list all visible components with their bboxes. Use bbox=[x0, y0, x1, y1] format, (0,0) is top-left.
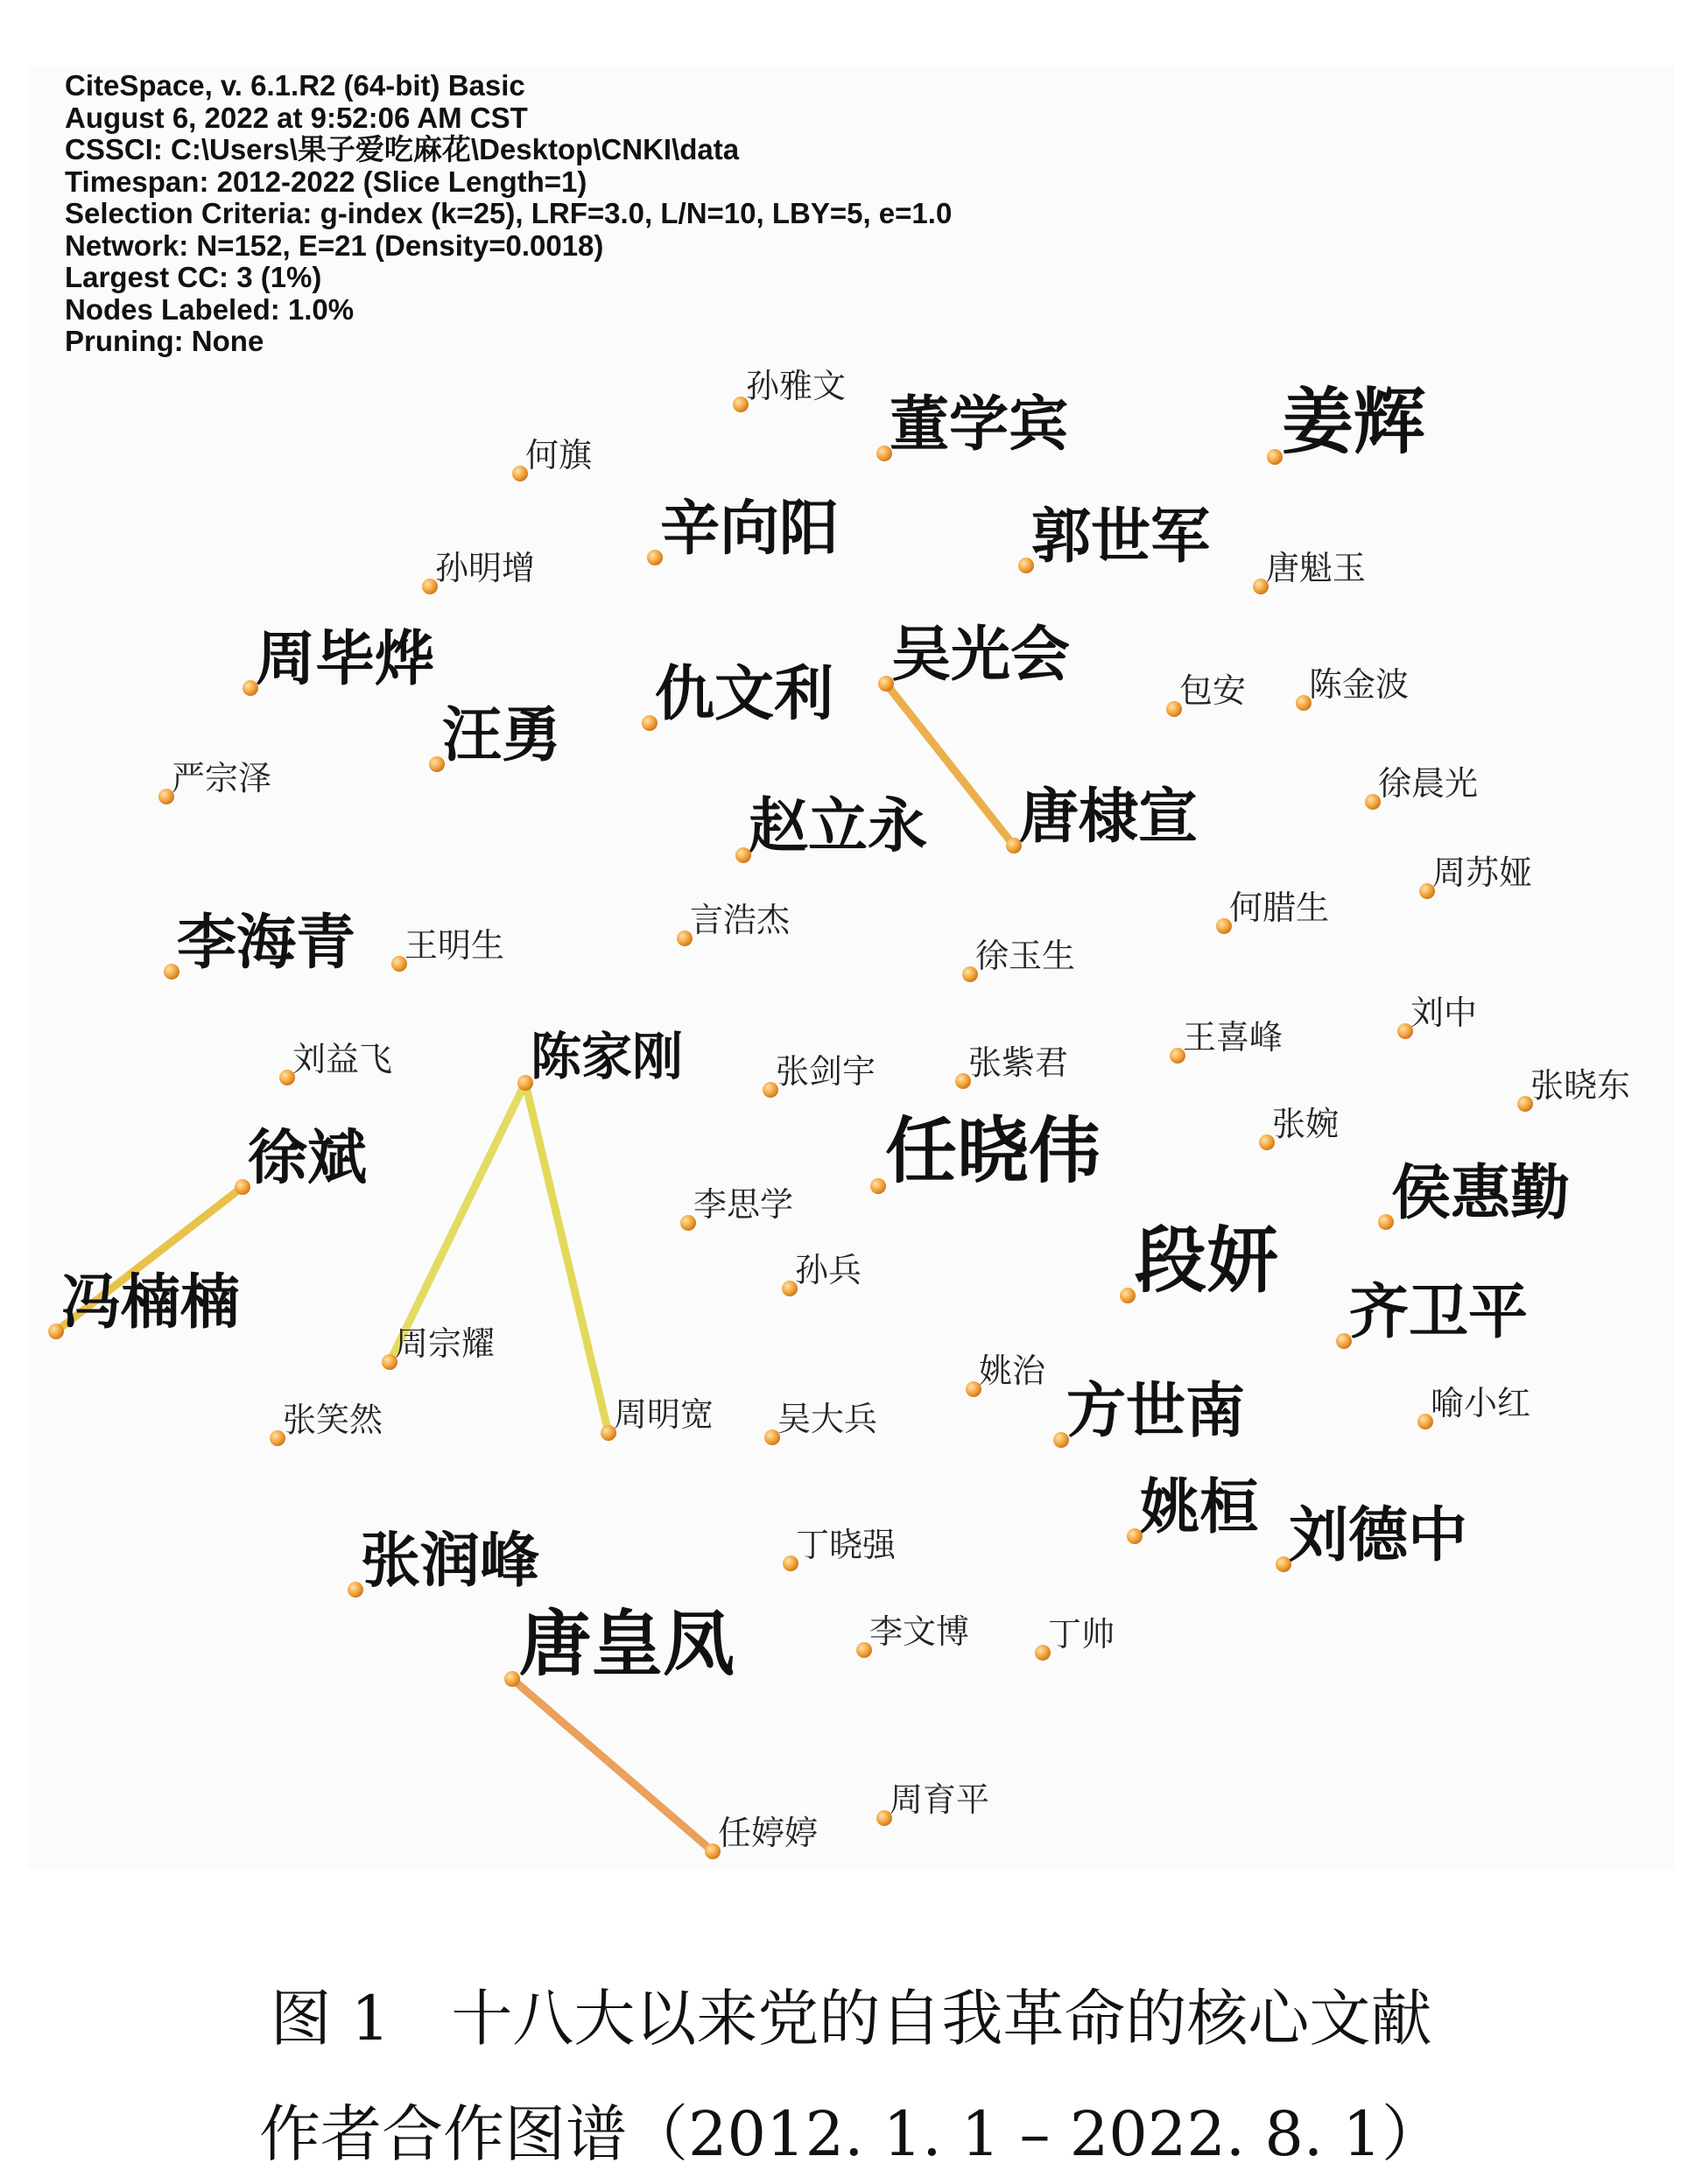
header-line-source: CSSCI: C:\Users\果子爱吃麻花\Desktop\CNKI\data bbox=[65, 133, 740, 165]
node-label-renxiaowei: 任晓伟 bbox=[885, 1110, 1101, 1193]
node-label-sunbing: 孙兵 bbox=[795, 1251, 862, 1289]
node-wuguanghui[interactable] bbox=[878, 621, 1070, 692]
node-label-liuzhong: 刘中 bbox=[1410, 994, 1478, 1032]
node-label-xinxiangyang: 辛向阳 bbox=[660, 495, 840, 564]
edge-chenjiagang-zhouzongyao bbox=[390, 1083, 525, 1362]
header-line-criteria: Selection Criteria: g-index (k=25), LRF=3.0, L/N=10, LBY=5, e=1.0 bbox=[65, 197, 953, 229]
node-label-dingxiaoqiang: 丁晓强 bbox=[796, 1526, 897, 1564]
node-label-qiweiping: 齐卫平 bbox=[1349, 1278, 1529, 1347]
node-label-wangxifeng: 王喜峰 bbox=[1183, 1018, 1284, 1057]
node-label-zhangrunfeng: 张润峰 bbox=[361, 1527, 540, 1596]
node-label-guoshijun: 郭世军 bbox=[1031, 502, 1211, 572]
node-qiuwenli[interactable] bbox=[642, 660, 833, 731]
node-zhangxiaoran[interactable] bbox=[270, 1401, 383, 1446]
node-label-yaozhi: 姚治 bbox=[979, 1352, 1046, 1390]
node-rentingting[interactable] bbox=[705, 1814, 818, 1859]
node-label-liwenbo: 李文博 bbox=[869, 1612, 970, 1651]
node-label-zhaoliyong: 赵立永 bbox=[749, 792, 928, 861]
node-label-helasheng: 何腊生 bbox=[1229, 888, 1330, 927]
node-label-yanhaojie: 言浩杰 bbox=[690, 901, 791, 939]
node-duanyan[interactable] bbox=[1120, 1219, 1278, 1303]
header-line-version: CiteSpace, v. 6.1.R2 (64-bit) Basic bbox=[65, 69, 525, 102]
header-line-network: Network: N=152, E=21 (Density=0.0018) bbox=[65, 228, 604, 262]
node-jianghui[interactable] bbox=[1267, 381, 1425, 465]
node-zhangrunfeng[interactable] bbox=[348, 1527, 539, 1598]
node-label-tangdixuan: 唐棣宣 bbox=[1019, 783, 1199, 852]
node-liuzhong[interactable] bbox=[1397, 994, 1477, 1039]
figure-caption-line2: 作者合作图谱（2012. 1. 1 – 2022. 8. 1） bbox=[259, 2098, 1443, 2170]
node-label-yaohuan: 姚桓 bbox=[1140, 1473, 1260, 1542]
node-yanzongze[interactable] bbox=[158, 759, 271, 804]
node-baoan[interactable] bbox=[1166, 671, 1246, 717]
node-label-zhousuya: 周苏娅 bbox=[1432, 853, 1533, 892]
node-label-yuxiaohong: 喻小红 bbox=[1431, 1384, 1531, 1422]
node-label-fangshinan: 方世南 bbox=[1066, 1377, 1246, 1446]
node-wangyong[interactable] bbox=[429, 701, 561, 772]
node-label-rentingting: 任婷婷 bbox=[718, 1814, 819, 1852]
header-line-pruning: Pruning: None bbox=[65, 325, 264, 357]
node-label-zhoumingkuan: 周明宽 bbox=[614, 1395, 714, 1434]
node-label-chenjiagang: 陈家刚 bbox=[531, 1027, 684, 1086]
node-label-jianghui: 姜辉 bbox=[1282, 381, 1426, 464]
node-wudabing[interactable] bbox=[764, 1400, 877, 1445]
node-label-zhangjianyu: 张剑宇 bbox=[776, 1052, 876, 1091]
node-label-dingshuai: 丁帅 bbox=[1048, 1615, 1115, 1654]
node-label-fengnannan: 冯楠楠 bbox=[61, 1268, 241, 1338]
node-label-sunmingzeng: 孙明增 bbox=[435, 549, 536, 587]
node-dingshuai[interactable] bbox=[1035, 1615, 1115, 1661]
node-xuyusheng[interactable] bbox=[962, 937, 1075, 982]
node-label-duanyan: 段妍 bbox=[1135, 1219, 1279, 1303]
node-sunbing[interactable] bbox=[782, 1251, 862, 1296]
node-dot-renxiaowei[interactable] bbox=[870, 1178, 886, 1194]
node-zhouzongyao[interactable] bbox=[382, 1324, 495, 1370]
node-heqi[interactable] bbox=[512, 436, 592, 481]
node-zhaoliyong[interactable] bbox=[735, 792, 927, 863]
node-dingxiaoqiang[interactable] bbox=[783, 1526, 897, 1571]
node-dot-tanghuangfeng[interactable] bbox=[504, 1671, 520, 1687]
node-label-liudezhong: 刘德中 bbox=[1289, 1501, 1468, 1570]
node-wangxifeng[interactable] bbox=[1170, 1018, 1283, 1064]
header-line-timespan: Timespan: 2012-2022 (Slice Length=1) bbox=[65, 165, 587, 198]
node-chenjinbo[interactable] bbox=[1296, 665, 1409, 711]
figure-caption-line1: 图 1 十八大以来党的自我革命的核心文献 bbox=[270, 1983, 1432, 2054]
node-layer bbox=[48, 367, 1630, 1859]
node-zhoumingkuan[interactable] bbox=[601, 1395, 714, 1441]
node-label-zhouzongyao: 周宗耀 bbox=[395, 1324, 496, 1363]
node-yuxiaohong[interactable] bbox=[1417, 1384, 1530, 1429]
node-label-lihaiqing: 李海青 bbox=[177, 909, 356, 978]
node-label-chenjinbo: 陈金波 bbox=[1309, 665, 1410, 704]
node-label-zhangxiaoran: 张笑然 bbox=[283, 1401, 383, 1439]
edge-chenjiagang-zhoumingkuan bbox=[525, 1083, 608, 1433]
node-tangdixuan[interactable] bbox=[1006, 783, 1198, 853]
node-xubin[interactable] bbox=[235, 1124, 367, 1195]
node-label-qiuwenli: 仇文利 bbox=[655, 660, 834, 729]
node-label-zhangxiaodong: 张晓东 bbox=[1530, 1066, 1631, 1105]
node-label-wudabing: 吴大兵 bbox=[777, 1400, 878, 1438]
node-yaozhi[interactable] bbox=[966, 1352, 1046, 1397]
node-label-houhuiqin: 侯惠勤 bbox=[1391, 1159, 1571, 1228]
node-label-heqi: 何旗 bbox=[525, 436, 593, 474]
node-zhoubiye[interactable] bbox=[243, 625, 434, 696]
node-yanhaojie[interactable] bbox=[677, 901, 791, 946]
node-label-dongxuebin: 董学宾 bbox=[890, 390, 1069, 460]
node-tangkuiyu[interactable] bbox=[1253, 549, 1366, 594]
node-guoshijun[interactable] bbox=[1018, 502, 1210, 573]
node-sunyawen[interactable] bbox=[733, 367, 846, 412]
node-wangmingsheng[interactable] bbox=[391, 926, 504, 972]
node-liwenbo[interactable] bbox=[856, 1612, 969, 1658]
node-label-tanghuangfeng: 唐皇凤 bbox=[519, 1603, 735, 1686]
node-qiweiping[interactable] bbox=[1336, 1278, 1528, 1349]
node-label-sunyawen: 孙雅文 bbox=[746, 367, 847, 405]
node-chenjiagang[interactable] bbox=[517, 1027, 683, 1091]
node-helasheng[interactable] bbox=[1216, 888, 1329, 934]
node-label-xubin: 徐斌 bbox=[248, 1124, 368, 1193]
node-label-baoan: 包安 bbox=[1179, 671, 1247, 710]
node-label-zhouyuping: 周育平 bbox=[890, 1780, 990, 1819]
node-label-yanzongze: 严宗泽 bbox=[172, 759, 272, 797]
node-label-xuyusheng: 徐玉生 bbox=[975, 937, 1076, 975]
node-dot-duanyan[interactable] bbox=[1120, 1288, 1136, 1303]
node-label-zhoubiye: 周毕烨 bbox=[256, 625, 435, 694]
node-zhouyuping[interactable] bbox=[876, 1780, 989, 1826]
node-label-xuchenguang: 徐晨光 bbox=[1378, 764, 1479, 803]
node-zhousuya[interactable] bbox=[1419, 853, 1532, 899]
node-zhangzijun[interactable] bbox=[955, 1043, 1068, 1089]
node-label-zhangzijun: 张紫君 bbox=[968, 1043, 1069, 1082]
node-sunmingzeng[interactable] bbox=[422, 549, 535, 594]
edge-tanghuangfeng-rentingting bbox=[512, 1679, 713, 1851]
node-xinxiangyang[interactable] bbox=[647, 495, 839, 565]
node-fangshinan[interactable] bbox=[1053, 1377, 1245, 1448]
node-lisixue[interactable] bbox=[680, 1185, 793, 1231]
node-houhuiqin[interactable] bbox=[1378, 1159, 1570, 1230]
node-zhangjianyu[interactable] bbox=[763, 1052, 876, 1098]
node-zhangxiaodong[interactable] bbox=[1517, 1066, 1630, 1112]
node-label-zhangwan: 张婉 bbox=[1272, 1105, 1340, 1143]
node-xuchenguang[interactable] bbox=[1365, 764, 1478, 810]
node-liudezhong[interactable] bbox=[1276, 1501, 1467, 1572]
header-line-largest-cc: Largest CC: 3 (1%) bbox=[65, 261, 322, 293]
node-dongxuebin[interactable] bbox=[876, 390, 1068, 461]
node-lihaiqing[interactable] bbox=[164, 909, 355, 980]
node-liuyifei[interactable] bbox=[279, 1040, 392, 1085]
node-dot-jianghui[interactable] bbox=[1267, 449, 1283, 465]
node-label-lisixue: 李思学 bbox=[693, 1185, 794, 1224]
node-label-liuyifei: 刘益飞 bbox=[292, 1040, 393, 1078]
node-zhangwan[interactable] bbox=[1259, 1105, 1339, 1150]
node-yaohuan[interactable] bbox=[1127, 1473, 1259, 1544]
header-line-nodes-labeled: Nodes Labeled: 1.0% bbox=[65, 292, 355, 326]
node-fengnannan[interactable] bbox=[48, 1268, 240, 1339]
node-label-wuguanghui: 吴光会 bbox=[891, 621, 1071, 690]
node-label-wangyong: 汪勇 bbox=[442, 701, 562, 770]
node-label-wangmingsheng: 王明生 bbox=[404, 926, 505, 965]
header-line-date: August 6, 2022 at 9:52:06 AM CST bbox=[65, 101, 528, 134]
node-label-tangkuiyu: 唐魁玉 bbox=[1266, 549, 1367, 587]
node-renxiaowei[interactable] bbox=[870, 1110, 1101, 1194]
node-tanghuangfeng[interactable] bbox=[504, 1603, 735, 1687]
